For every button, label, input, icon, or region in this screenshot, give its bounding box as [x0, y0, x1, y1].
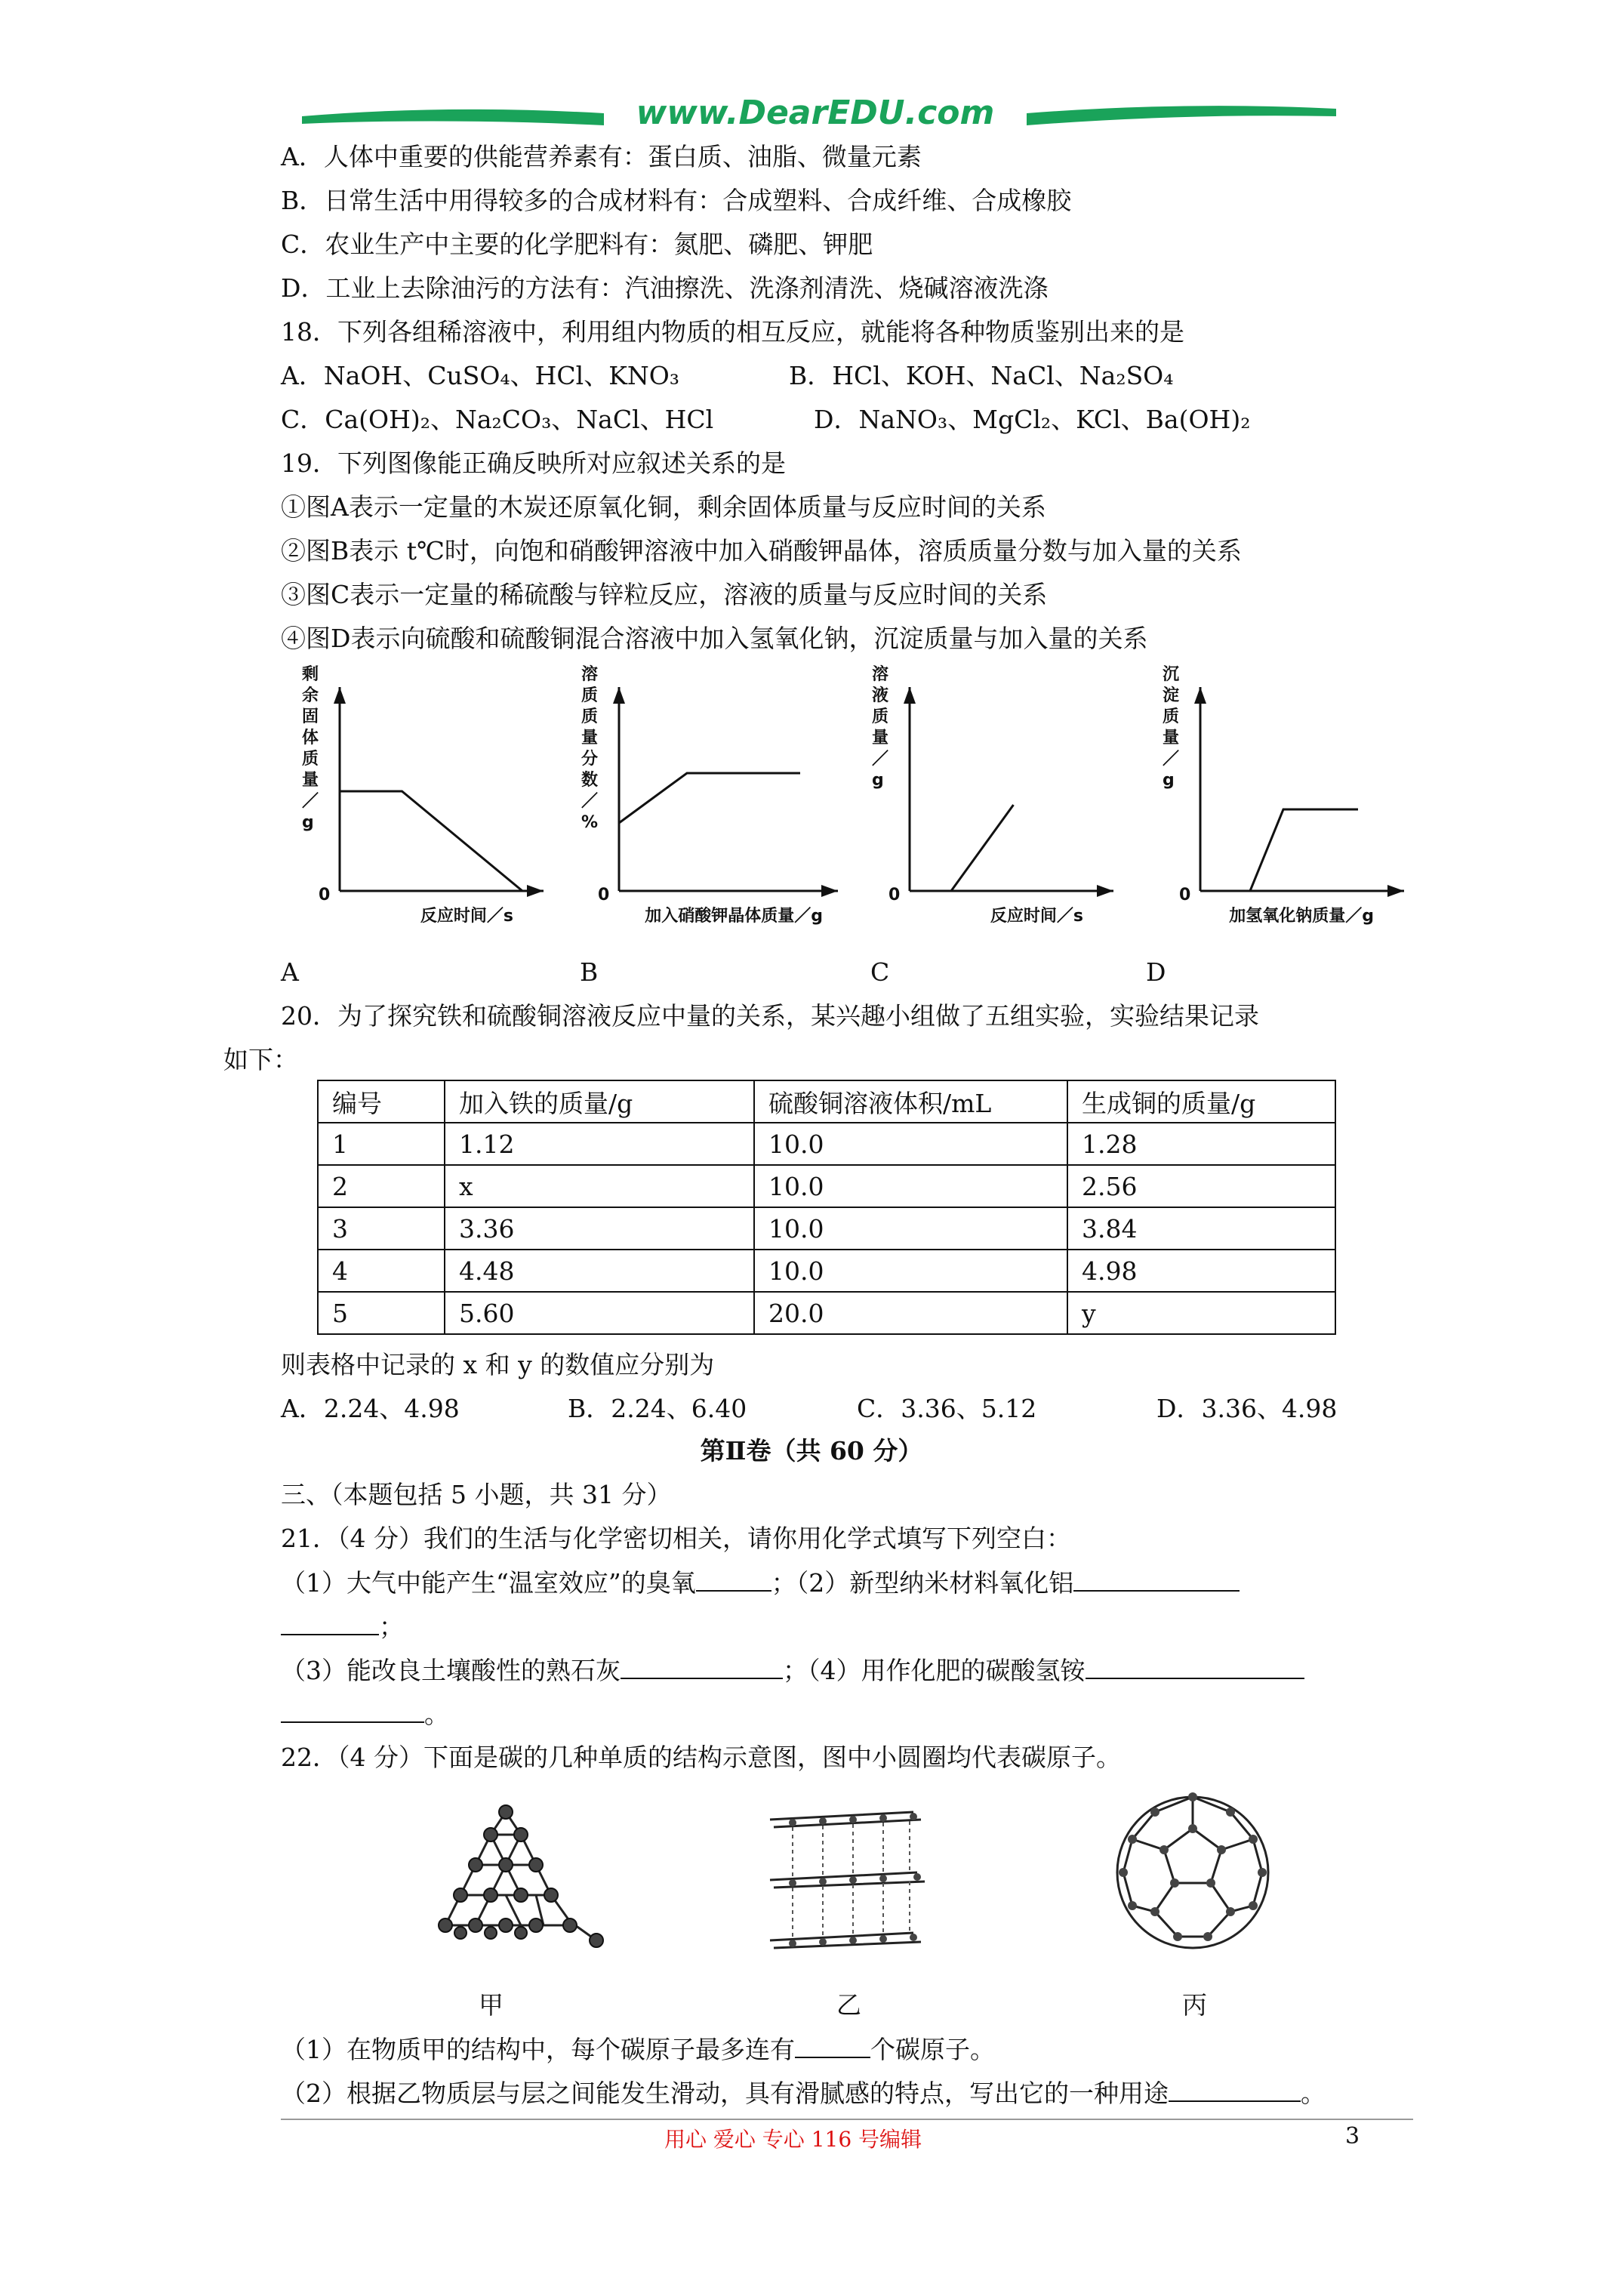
y-axis-label-char: 量	[302, 771, 319, 790]
graph-letter-c: C	[870, 957, 890, 987]
q22-sub1	[281, 2034, 995, 2065]
y-axis-label-char: 固	[302, 707, 319, 726]
answer-blank[interactable]	[795, 2034, 870, 2058]
graph-d-svg	[1155, 664, 1404, 929]
graph-b-svg	[574, 664, 845, 929]
table-cell: 20.0	[754, 1292, 1067, 1334]
table-cell: x	[445, 1165, 754, 1207]
table-cell: 10.0	[754, 1123, 1067, 1165]
q20-option-a: A．2.24、4.98	[281, 1394, 460, 1423]
section3-title: 三、（本题包括 5 小题，共 31 分）	[281, 1480, 672, 1509]
y-axis-label-char: 体	[302, 729, 319, 747]
table-cell: 10.0	[754, 1207, 1067, 1250]
y-axis-arrow-icon	[1194, 687, 1206, 704]
answer-blank[interactable]	[1086, 1655, 1304, 1679]
x-axis-arrow-icon	[1097, 885, 1113, 897]
table-cell: 2.56	[1067, 1165, 1335, 1207]
q22-stem: 22．（4 分）下面是碳的几种单质的结构示意图，图中小圆圈均代表碳原子。	[281, 1743, 1121, 1772]
q22-sub1-label: （1）在物质甲的结构中，每个碳原子最多连有	[281, 2035, 795, 2064]
table-header-cell: 编号	[318, 1080, 445, 1123]
q21-blank3-label: （3）能改良土壤酸性的熟石灰	[281, 1656, 621, 1685]
table-cell: 5.60	[445, 1292, 754, 1334]
x-axis-label: 加入硝酸钾晶体质量／g	[645, 907, 823, 926]
series-line	[340, 791, 522, 891]
y-axis-label-char: 质	[581, 686, 599, 705]
y-axis-label-char: 剩	[302, 665, 319, 684]
graph-letter-b: B	[580, 957, 599, 987]
graph-letter-d: D	[1146, 957, 1166, 987]
part2-title: 第Ⅱ卷（共 60 分）	[700, 1436, 923, 1465]
q18-option-d: D．NaNO₃、MgCl₂、KCl、Ba(OH)₂	[814, 405, 1251, 434]
graph-a-svg	[294, 664, 544, 929]
table-row	[318, 1207, 1335, 1250]
y-axis-label-char: g	[302, 813, 314, 832]
footer-text: 用心 爱心 专心 116 号编辑	[664, 2127, 922, 2152]
q21-line2-end: ；	[379, 1612, 404, 1641]
answer-blank[interactable]	[696, 1567, 771, 1592]
y-axis-label-char: 淀	[1163, 686, 1180, 705]
x-axis-arrow-icon	[527, 885, 544, 897]
q20-option-d: D．3.36、4.98	[1156, 1394, 1338, 1423]
graph-b	[574, 664, 845, 929]
footer-divider	[281, 2119, 1413, 2120]
graphite-structure-icon	[762, 1797, 936, 1963]
q22-sub2-end: 。	[1301, 2079, 1326, 2108]
x-axis-arrow-icon	[821, 885, 838, 897]
y-axis-label-char: 数	[581, 771, 599, 790]
site-url: www.DearEDU.com	[636, 94, 995, 132]
q22-sub2-label: （2）根据乙物质层与层之间能发生滑动，具有滑腻感的特点，写出它的一种用途	[281, 2079, 1169, 2108]
answer-blank[interactable]	[1073, 1567, 1240, 1592]
y-axis-label-char: ／	[872, 750, 889, 769]
y-axis-label-char: 质	[302, 750, 319, 769]
series-line	[1200, 809, 1358, 891]
q19-item-1: ①图A表示一定量的木炭还原氧化铜，剩余固体质量与反应时间的关系	[281, 492, 1046, 522]
y-axis-arrow-icon	[904, 687, 916, 704]
graph-letter-a: A	[281, 957, 299, 987]
graph-d	[1155, 664, 1404, 929]
y-axis-label-char: 溶	[581, 665, 599, 684]
table-cell: 4.48	[445, 1250, 754, 1292]
y-axis-label-char: ／	[581, 792, 599, 811]
y-axis-label-char: 液	[872, 686, 889, 705]
table-cell: y	[1067, 1292, 1335, 1334]
origin-label: 0	[598, 886, 610, 905]
y-axis-label-char: ／	[1163, 750, 1180, 769]
table-cell: 4	[318, 1250, 445, 1292]
y-axis-label	[302, 664, 319, 832]
y-axis-label-char: 质	[581, 707, 599, 726]
x-axis-label: 反应时间／s	[990, 907, 1083, 926]
q21-blank4-label: ；（4）用作化肥的碳酸氢铵	[783, 1656, 1086, 1685]
q21-line4-end: 。	[424, 1700, 449, 1729]
diamond-structure-icon	[423, 1789, 611, 1963]
q19-item-3: ③图C表示一定量的稀硫酸与锌粒反应，溶液的质量与反应时间的关系	[281, 580, 1048, 609]
experiment-table	[317, 1080, 1336, 1335]
y-axis-label-char: 质	[872, 707, 889, 726]
answer-blank[interactable]	[621, 1655, 783, 1679]
x-axis-arrow-icon	[1387, 885, 1404, 897]
label-yi: 乙	[836, 1990, 861, 2020]
origin-label: 0	[1179, 886, 1191, 905]
answer-blank[interactable]	[281, 1699, 424, 1723]
table-cell: 4.98	[1067, 1250, 1335, 1292]
table-cell: 2	[318, 1165, 445, 1207]
q20-stem-line1: 20．为了探究铁和硫酸铜溶液反应中量的关系，某兴趣小组做了五组实验，实验结果记录	[281, 1001, 1259, 1031]
y-axis-label-char: g	[872, 771, 884, 790]
table-row	[318, 1123, 1335, 1165]
q17-option-a: A．人体中重要的供能营养素有：蛋白质、油脂、微量元素	[281, 142, 922, 171]
y-axis-label-char: 量	[581, 729, 599, 747]
table-header-row	[318, 1080, 1335, 1123]
q17-option-c: C．农业生产中主要的化学肥料有：氮肥、磷肥、钾肥	[281, 230, 873, 259]
q21-line1	[281, 1567, 1240, 1598]
q18-stem: 18．下列各组稀溶液中，利用组内物质的相互反应，就能将各种物质鉴别出来的是	[281, 317, 1184, 347]
table-cell: 10.0	[754, 1250, 1067, 1292]
q21-stem: 21．（4 分）我们的生活与化学密切相关，请你用化学式填写下列空白：	[281, 1524, 1071, 1553]
q18-option-c: C．Ca(OH)₂、Na₂CO₃、NaCl、HCl	[281, 405, 714, 434]
answer-blank[interactable]	[281, 1611, 379, 1635]
q17-option-b: B．日常生活中用得较多的合成材料有：合成塑料、合成纤维、合成橡胶	[281, 186, 1072, 215]
table-cell: 5	[318, 1292, 445, 1334]
q20-after: 则表格中记录的 x 和 y 的数值应分别为	[281, 1350, 715, 1379]
y-axis-label-char: 分	[581, 750, 599, 769]
q21-line4	[281, 1699, 449, 1730]
table-cell: 10.0	[754, 1165, 1067, 1207]
q20-stem-line2: 如下：	[223, 1045, 298, 1074]
c60-structure	[1102, 1782, 1283, 1963]
y-axis-label	[872, 664, 888, 790]
x-axis-label: 反应时间／s	[420, 907, 513, 926]
y-axis-arrow-icon	[613, 687, 625, 704]
y-axis-label-char: 余	[302, 686, 319, 705]
table-cell: 1.28	[1067, 1123, 1335, 1165]
answer-blank[interactable]	[1169, 2078, 1301, 2102]
graph-a	[294, 664, 544, 929]
label-jia: 甲	[479, 1990, 504, 2020]
y-axis-label-char: 溶	[872, 665, 889, 684]
table-cell: 3.84	[1067, 1207, 1335, 1250]
table-header-cell: 硫酸铜溶液体积/mL	[754, 1080, 1067, 1123]
table-cell: 1	[318, 1123, 445, 1165]
y-axis-label-char: g	[1163, 771, 1175, 790]
x-axis-label: 加氢氧化钠质量／g	[1229, 907, 1374, 926]
table-cell: 3.36	[445, 1207, 754, 1250]
q22-sub1-end: 个碳原子。	[870, 2035, 995, 2064]
origin-label: 0	[319, 886, 331, 905]
q21-line2	[281, 1611, 404, 1642]
q19-item-4: ④图D表示向硫酸和硫酸铜混合溶液中加入氢氧化钠，沉淀质量与加入量的关系	[281, 624, 1148, 653]
origin-label: 0	[888, 886, 901, 905]
c60-structure-icon	[1102, 1782, 1283, 1963]
y-axis-label-char: 量	[1163, 729, 1180, 747]
y-axis-label-char: 沉	[1163, 665, 1180, 684]
table-cell: 1.12	[445, 1123, 754, 1165]
table-header-cell: 生成铜的质量/g	[1067, 1080, 1335, 1123]
q20-option-b: B．2.24、6.40	[568, 1394, 747, 1423]
q19-item-2: ②图B表示 t℃时，向饱和硝酸钾溶液中加入硝酸钾晶体，溶质质量分数与加入量的关系	[281, 536, 1242, 566]
y-axis-label-char: ／	[302, 792, 319, 811]
graph-c-svg	[864, 664, 1113, 929]
page-number: 3	[1345, 2123, 1360, 2150]
q21-line3	[281, 1655, 1304, 1686]
series-line	[951, 805, 1014, 891]
table-row	[318, 1250, 1335, 1292]
q21-blank2-label: ；（2）新型纳米材料氧化铝	[771, 1568, 1074, 1598]
q17-option-d: D．工业上去除油污的方法有：汽油擦洗、洗涤剂清洗、烧碱溶液洗涤	[281, 273, 1049, 303]
graph-c	[864, 664, 1113, 929]
y-axis-label	[581, 664, 598, 832]
diamond-structure	[423, 1789, 611, 1963]
q20-option-c: C．3.36、5.12	[857, 1394, 1037, 1423]
table-row	[318, 1165, 1335, 1207]
q21-blank1-label: （1）大气中能产生“温室效应”的臭氧	[281, 1568, 696, 1598]
y-axis-label-char: 质	[1163, 707, 1180, 726]
table-cell: 3	[318, 1207, 445, 1250]
q22-sub2	[281, 2078, 1326, 2109]
q19-stem: 19．下列图像能正确反映所对应叙述关系的是	[281, 448, 786, 478]
table-row	[318, 1292, 1335, 1334]
y-axis-label	[1163, 665, 1179, 790]
series-line	[619, 773, 800, 823]
y-axis-label-char: 量	[872, 729, 889, 747]
label-bing: 丙	[1182, 1990, 1207, 2020]
y-axis-label-char: %	[581, 813, 599, 832]
table-header-cell: 加入铁的质量/g	[445, 1080, 754, 1123]
q18-option-b: B．HCl、KOH、NaCl、Na₂SO₄	[789, 361, 1174, 390]
graphite-structure	[762, 1797, 936, 1963]
q18-option-a: A．NaOH、CuSO₄、HCl、KNO₃	[281, 361, 679, 390]
y-axis-arrow-icon	[334, 687, 346, 704]
